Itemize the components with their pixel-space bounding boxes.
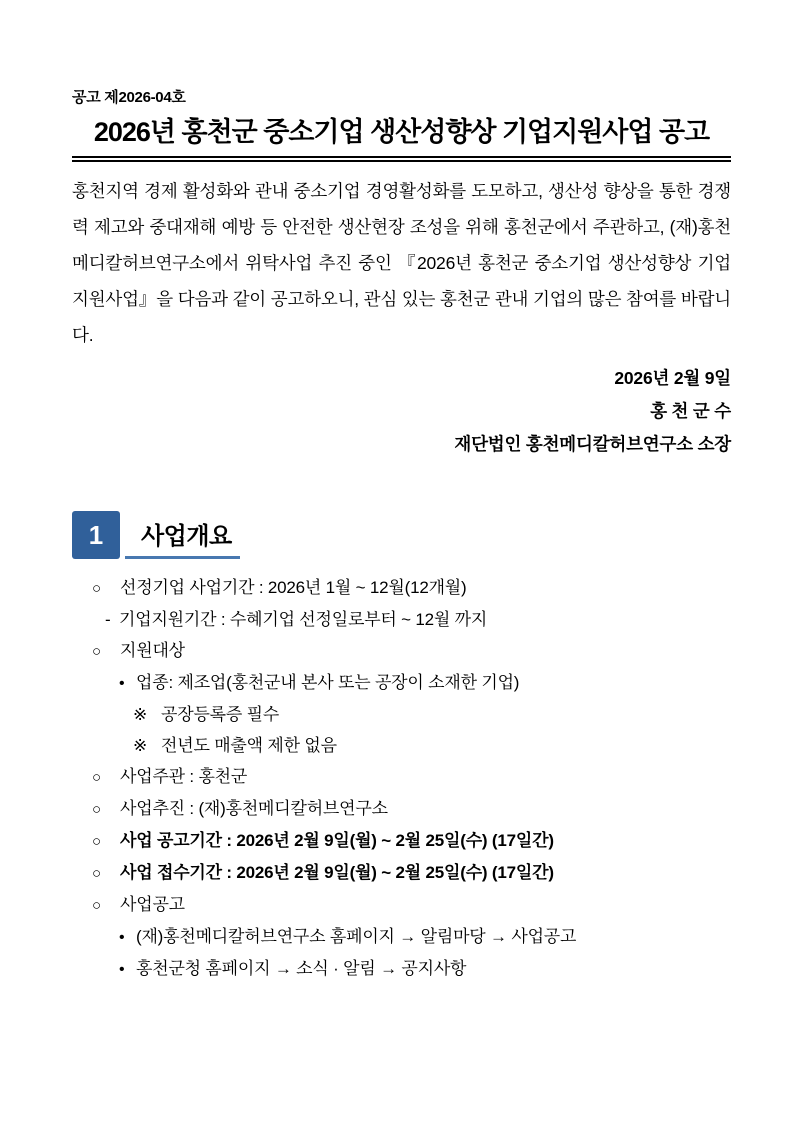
signatory-institute-director: 재단법인 홍천메디칼허브연구소 소장 xyxy=(454,434,731,454)
section-number: 1 xyxy=(88,520,104,550)
page-title: 2026년 홍천군 중소기업 생산성향상 기업지원사업 공고 xyxy=(72,114,731,162)
list-item-text: 사업추진 : (재)홍천메디칼허브연구소 xyxy=(120,799,388,818)
intro-paragraph: 홍천지역 경제 활성화와 관내 중소기업 경영활성화를 도모하고, 생산성 향상을 통한 경쟁력 제고와 중대재해 예방 등 안전한 생산현장 조성을 위해 홍천군에서 주관하고, (재)홍천메디칼허브연구소에서 위탁사업 추진 중인 『2026년 홍천군 중소기업 생산성향상 기업지원사업』을 다음과 같이 공고하오니, 관심 있는 홍천군 관내 기업의 많은 참여를 바랍니다. xyxy=(72,181,731,345)
list-item xyxy=(72,730,731,761)
circle-marker: ○ xyxy=(92,580,101,597)
list-item-text: 선정기업 사업기간 : 2026년 1월 ~ 12월(12개월) xyxy=(120,578,467,597)
circle-marker: ○ xyxy=(92,769,101,786)
list-item xyxy=(72,635,731,667)
item-list xyxy=(72,572,731,985)
list-item-text: 공장등록증 필수 xyxy=(161,705,280,724)
signature-block xyxy=(72,362,731,461)
circle-marker: ○ xyxy=(92,897,101,914)
list-item-text: 전년도 매출액 제한 없음 xyxy=(161,736,337,755)
list-item xyxy=(72,953,731,985)
list-item xyxy=(72,761,731,793)
circle-marker: ○ xyxy=(92,865,101,882)
list-item xyxy=(72,889,731,921)
list-item-text: 업종: 제조업(홍천군내 본사 또는 공장이 소재한 기업) xyxy=(136,673,520,692)
bullet-marker: • xyxy=(119,929,125,946)
list-item xyxy=(72,921,731,953)
bullet-marker: • xyxy=(119,675,125,692)
circle-marker: ○ xyxy=(92,833,101,850)
list-item-text: (재)홍천메디칼허브연구소 홈페이지 → 알림마당 → 사업공고 xyxy=(136,927,577,946)
section-number-box xyxy=(72,511,120,559)
list-item-text: 지원대상 xyxy=(120,641,185,660)
note-marker: ※ xyxy=(133,736,148,755)
section-header xyxy=(72,511,731,559)
list-item-text: 사업주관 : 홍천군 xyxy=(120,767,248,786)
circle-marker: ○ xyxy=(92,643,101,660)
list-item-text: 홍천군청 홈페이지 → 소식 · 알림 → 공지사항 xyxy=(136,959,467,978)
note-marker: ※ xyxy=(133,705,148,724)
list-item xyxy=(72,604,731,635)
list-item-text: 사업 접수기간 : 2026년 2월 9일(월) ~ 2월 25일(수) (17일간) xyxy=(120,863,554,882)
circle-marker: ○ xyxy=(92,801,101,818)
list-item-text: 사업공고 xyxy=(120,895,185,914)
list-item xyxy=(72,857,731,889)
list-item xyxy=(72,793,731,825)
announcement-date: 2026년 2월 9일 xyxy=(614,368,731,388)
list-item xyxy=(72,825,731,857)
list-item-text: 사업 공고기간 : 2026년 2월 9일(월) ~ 2월 25일(수) (17일간) xyxy=(120,831,554,850)
list-item xyxy=(72,699,731,730)
doc-number: 공고 제2026-04호 xyxy=(72,89,186,106)
dash-marker: - xyxy=(105,610,111,629)
section-title: 사업개요 xyxy=(125,511,240,559)
list-item xyxy=(72,572,731,604)
signatory-county-governor: 홍 천 군 수 xyxy=(650,401,731,421)
list-item-text: 기업지원기간 : 수혜기업 선정일로부터 ~ 12월 까지 xyxy=(119,610,488,629)
bullet-marker: • xyxy=(119,961,125,978)
list-item xyxy=(72,667,731,699)
